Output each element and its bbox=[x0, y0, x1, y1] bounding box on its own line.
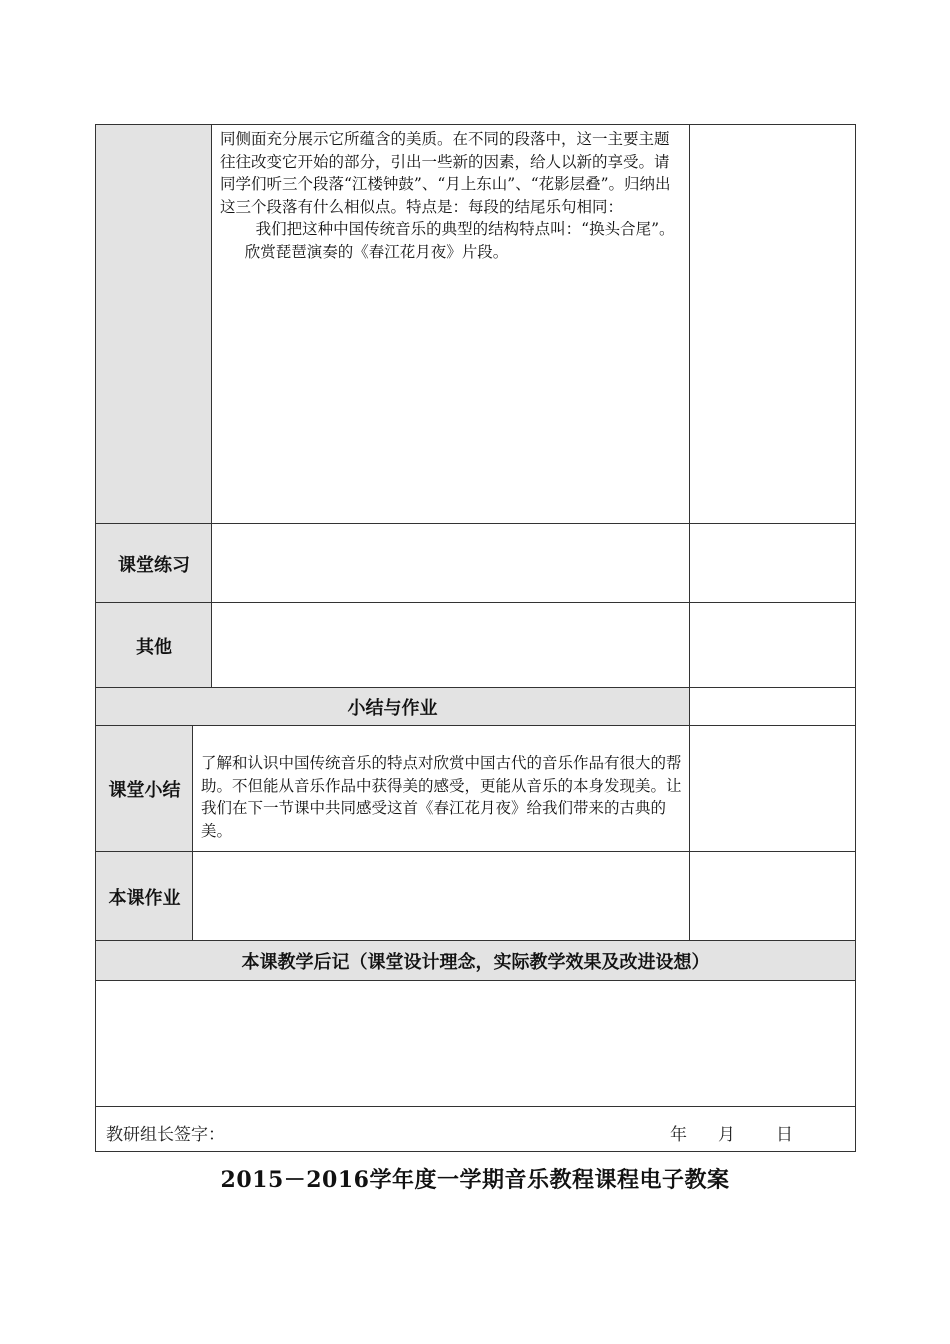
table-border-bottom bbox=[95, 1151, 856, 1152]
row-divider bbox=[95, 851, 856, 852]
class-summary-label: 课堂小结 bbox=[108, 780, 181, 801]
classroom-practice-label: 课堂练习 bbox=[118, 554, 190, 576]
teaching-process-label-cell bbox=[96, 125, 212, 524]
teaching-process-paragraph-3: 欣赏琵琶演奏的《春江花月夜》片段。 bbox=[244, 242, 509, 261]
row-divider bbox=[95, 1106, 856, 1107]
class-summary-label-cell bbox=[96, 726, 193, 852]
row-divider bbox=[95, 523, 856, 524]
summary-header: 小结与作业 bbox=[347, 698, 438, 719]
table-border-left bbox=[95, 124, 96, 1152]
teaching-process-content bbox=[220, 128, 682, 263]
row-divider bbox=[95, 980, 856, 981]
signature-month: 月 bbox=[718, 1125, 735, 1145]
teaching-process-paragraph-2: 我们把这种中国传统音乐的典型的结构特点叫：“换头合尾”。 bbox=[255, 220, 675, 238]
document-title: 2015－2016学年度一学期音乐教程课程电子教案 bbox=[220, 1167, 730, 1193]
other-label: 其他 bbox=[136, 636, 172, 658]
teaching-process-paragraph-1: 同侧面充分展示它所蕴含的美质。在不同的段落中，这一主要主题往往改变它开始的部分，引出一些新的因素，给人以新的享受。请同学们听三个段落“江楼钟鼓”、“月上东山”、“花影层叠”。归纳出这三个段落有什么相似点。特点是：每段的结尾乐句相同： bbox=[220, 130, 671, 216]
homework-label-cell bbox=[96, 852, 193, 941]
summary-header-cell bbox=[96, 688, 689, 726]
column-divider bbox=[689, 124, 690, 941]
classroom-practice-label-cell bbox=[96, 524, 212, 603]
row-divider bbox=[95, 940, 856, 941]
signature-day: 日 bbox=[776, 1125, 793, 1145]
row-divider bbox=[95, 725, 856, 726]
reflection-header-cell bbox=[96, 941, 855, 981]
class-summary-content: 了解和认识中国传统音乐的特点对欣赏中国古代的音乐作品有很大的帮助。不但能从音乐作品中获得美的感受，更能从音乐的本身发现美。让我们在下一节课中共同感受这首《春江花月夜》给我们带来的古典的美。 bbox=[201, 754, 682, 840]
other-label-cell bbox=[96, 603, 212, 688]
signature-year: 年 bbox=[670, 1125, 687, 1145]
reflection-header: 本课教学后记（课堂设计理念，实际教学效果及改进设想） bbox=[241, 952, 710, 973]
homework-label: 本课作业 bbox=[108, 887, 181, 909]
signature-label: 教研组长签字： bbox=[106, 1125, 225, 1145]
table-border-right bbox=[855, 124, 856, 1152]
row-divider bbox=[95, 602, 856, 603]
row-divider bbox=[95, 687, 856, 688]
column-divider bbox=[211, 124, 212, 688]
column-divider bbox=[192, 725, 193, 941]
table-border-top bbox=[95, 124, 856, 125]
